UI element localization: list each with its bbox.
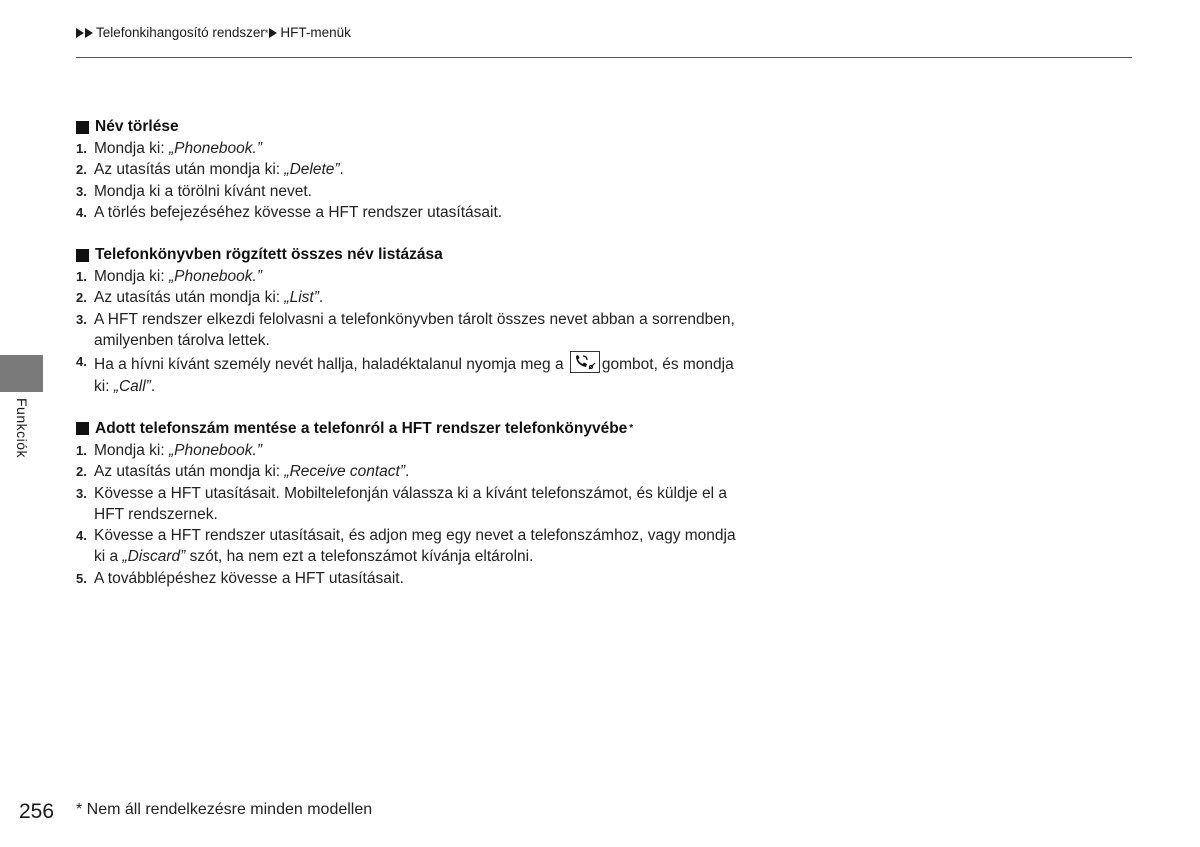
- section-title-text: Adott telefonszám mentése a telefonról a HFT rendszer telefonkönyvébe: [95, 419, 628, 437]
- square-bullet-icon: [76, 422, 89, 435]
- step-list: [76, 440, 736, 589]
- step-text: Mondja ki:: [94, 268, 169, 286]
- step-number: 3.: [76, 183, 87, 199]
- step-number: 1.: [76, 269, 87, 285]
- section-title-text: Név törlése: [95, 118, 179, 135]
- footnote: * Nem áll rendelkezésre minden modellen: [76, 801, 373, 818]
- step-text-end: szót, ha nem ezt a telefonszámot kívánja eltárolni.: [185, 548, 534, 566]
- step-list: [76, 138, 736, 223]
- step-number: 4.: [76, 354, 87, 370]
- arrow-right-icon: [85, 28, 93, 38]
- step-text: Ha a hívni kívánt személy nevét hallja, haladéktalanul nyomja meg a: [94, 356, 564, 374]
- step-text-end: .: [318, 289, 324, 307]
- step-text: Mondja ki a törölni kívánt nevet.: [94, 182, 312, 200]
- step-item: [76, 351, 736, 397]
- square-bullet-icon: [76, 249, 89, 262]
- step-item: [76, 138, 736, 159]
- step-number: 3.: [76, 485, 87, 501]
- step-item: [76, 159, 736, 180]
- side-tab-label: Funkciók: [14, 398, 30, 459]
- step-number: 3.: [76, 311, 87, 327]
- step-list: [76, 266, 736, 397]
- voice-command: „Phonebook.”: [168, 140, 263, 157]
- step-number: 2.: [76, 162, 87, 178]
- breadcrumb: [76, 25, 351, 40]
- step-item: [76, 525, 736, 568]
- voice-command: „Phonebook.”: [168, 441, 263, 459]
- page-number: 256: [19, 800, 55, 823]
- breadcrumb-marker: *: [264, 27, 269, 38]
- arrow-right-icon: [269, 28, 277, 38]
- step-text: Kövesse a HFT rendszer utasításait, és adjon meg egy nevet a telefonszámhoz, vagy mondja ki a: [94, 527, 736, 566]
- availability-marker: *: [629, 423, 634, 435]
- step-item: [76, 266, 736, 287]
- step-number: 4.: [76, 528, 87, 544]
- step-text: Kövesse a HFT utasításait. Mobiltelefonján válassza ki a kívánt telefonszámot, és küldje el a HFT rendszernek.: [94, 484, 727, 523]
- step-item: [76, 568, 736, 589]
- pick-up-talk-icon: [570, 351, 600, 373]
- step-text: A HFT rendszer elkezdi felolvasni a telefonkönyvben tárolt összes nevet abban a sorrendben, amilyenben tárolva lettek.: [94, 310, 735, 350]
- step-number: 2.: [76, 290, 87, 306]
- step-text-middle: gombot, és mondja ki:: [94, 356, 734, 395]
- step-text-end: .: [405, 463, 410, 481]
- breadcrumb-part-2[interactable]: HFT-menük: [280, 25, 351, 40]
- step-text: Mondja ki:: [94, 140, 169, 157]
- step-text: Az utasítás után mondja ki:: [94, 161, 285, 179]
- voice-command: „Discard”: [122, 548, 186, 566]
- step-item: [76, 287, 736, 308]
- section-save-number: [76, 418, 736, 589]
- step-item: [76, 202, 736, 223]
- arrow-right-icon: [76, 28, 84, 38]
- step-number: 1.: [76, 141, 87, 156]
- step-item: [76, 483, 736, 526]
- voice-command: „Delete”: [284, 161, 340, 179]
- step-item: [76, 181, 736, 202]
- step-number: 1.: [76, 442, 87, 458]
- step-text-end: .: [339, 161, 344, 179]
- step-item: [76, 309, 736, 352]
- voice-command: „Call”: [113, 377, 151, 395]
- step-item: [76, 461, 736, 482]
- section-delete-name: [76, 116, 736, 223]
- main-content: [76, 116, 736, 610]
- section-title-text: Telefonkönyvben rögzített összes név listázása: [95, 246, 443, 264]
- section-title: [76, 116, 736, 138]
- side-tab[interactable]: [0, 355, 43, 392]
- step-text-end: .: [150, 377, 156, 395]
- header-divider: [76, 57, 1132, 58]
- step-item: [76, 440, 736, 461]
- step-number: 5.: [76, 570, 87, 586]
- voice-command: „List”: [284, 289, 319, 307]
- step-text: Mondja ki:: [94, 441, 169, 459]
- section-title: [76, 244, 736, 266]
- step-text: Az utasítás után mondja ki:: [94, 463, 285, 481]
- step-text: Az utasítás után mondja ki:: [94, 289, 285, 307]
- step-number: 2.: [76, 464, 87, 480]
- section-list-all-names: [76, 244, 736, 397]
- step-number: 4.: [76, 204, 87, 220]
- breadcrumb-part-1[interactable]: Telefonkihangosító rendszer: [96, 25, 265, 40]
- step-text: A törlés befejezéséhez kövesse a HFT rendszer utasításait.: [94, 203, 503, 221]
- section-title: [76, 418, 736, 440]
- square-bullet-icon: [76, 121, 89, 134]
- step-text: A továbblépéshez kövesse a HFT utasításait.: [94, 569, 404, 587]
- voice-command: „Phonebook.”: [168, 268, 263, 286]
- voice-command: „Receive contact”: [284, 463, 406, 481]
